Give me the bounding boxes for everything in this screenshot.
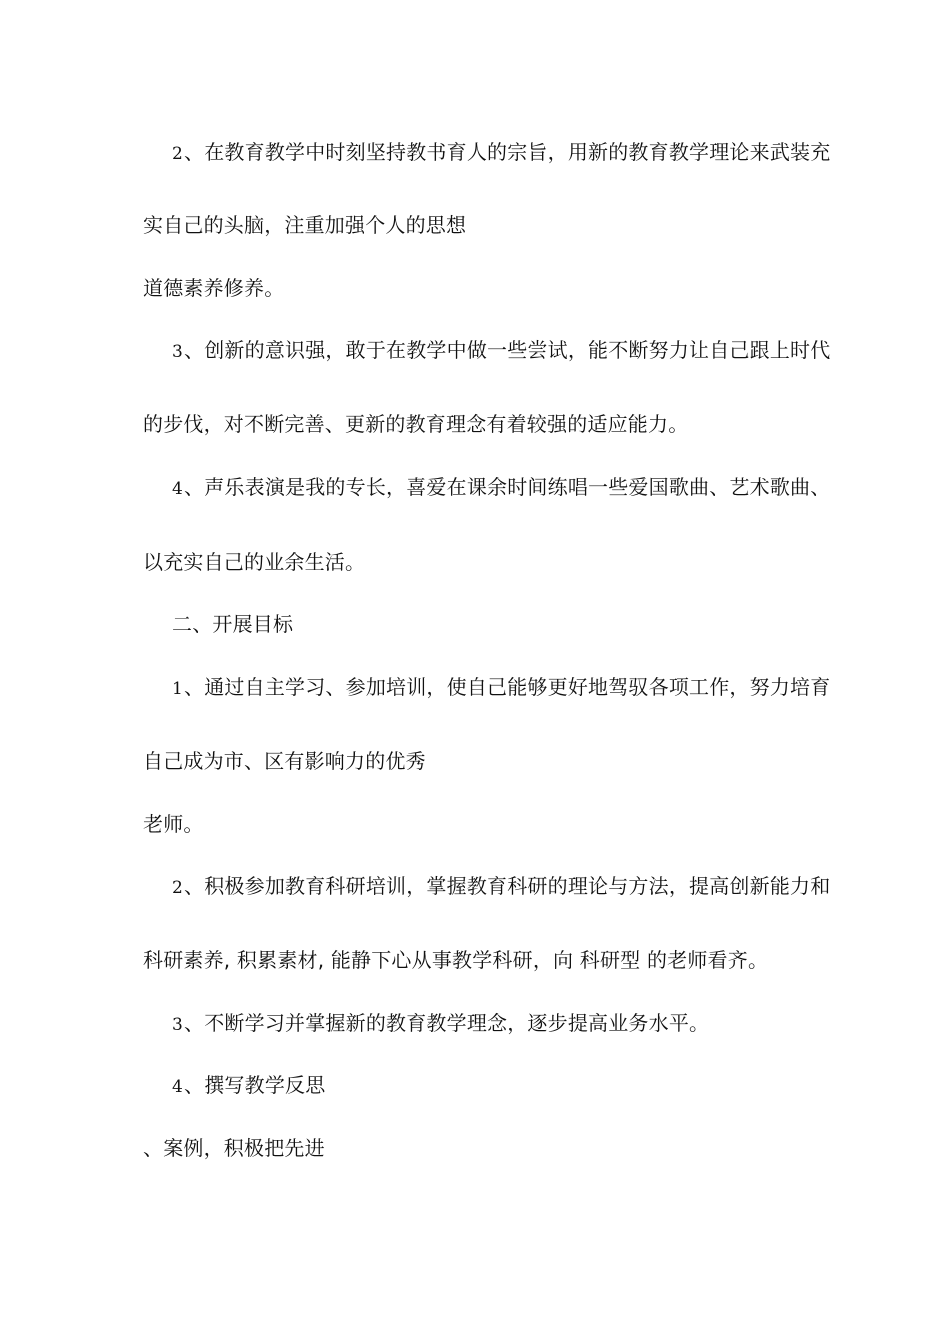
line-text: 、声乐表演是我的专长，喜爱在课余时间练唱一些爱国歌曲、艺术歌曲、 [184, 475, 831, 499]
line-text: 老师。 [143, 812, 204, 836]
paragraph-line [172, 475, 830, 501]
line-text: 的步伐，对不断完善、更新的教育理念有着较强的适应能力。 [143, 412, 689, 436]
line-text: 、不断学习并掌握新的教育教学理念，逐步提高业务水平。 [184, 1011, 710, 1035]
paragraph-line [143, 749, 426, 773]
paragraph-line [143, 812, 204, 836]
line-text: 道德素养修养。 [143, 276, 285, 300]
line-text: 以充实自己的业余生活。 [143, 550, 366, 574]
paragraph-line [172, 140, 830, 166]
paragraph-line [172, 338, 830, 364]
line-text: 自己成为市、区有影响力的优秀 [143, 749, 426, 773]
paragraph-line [172, 1011, 709, 1037]
line-text: 、在教育教学中时刻坚持教书育人的宗旨，用新的教育教学理论来武装充 [184, 140, 831, 164]
item-number: 1 [172, 679, 184, 699]
paragraph-line [172, 1073, 325, 1099]
item-number: 3 [172, 1015, 184, 1035]
item-number: 4 [172, 1077, 184, 1097]
item-number: 2 [172, 878, 184, 898]
paragraph-line [143, 276, 284, 300]
paragraph-line [143, 550, 365, 574]
line-text: 、积极参加教育科研培训，掌握教育科研的理论与方法，提高创新能力和 [184, 874, 831, 898]
line-text: 实自己的头脑，注重加强个人的思想 [143, 213, 467, 237]
line-text: 二、开展目标 [172, 612, 294, 636]
line-text: 、撰写教学反思 [184, 1073, 326, 1097]
paragraph-line [143, 1136, 325, 1160]
paragraph-line [143, 213, 466, 237]
paragraph-line [172, 874, 830, 900]
paragraph-line [143, 948, 768, 972]
line-text: 、案例，积极把先进 [143, 1136, 325, 1160]
item-number: 2 [172, 144, 184, 164]
item-number: 3 [172, 342, 184, 362]
line-text: 、通过自主学习、参加培训，使自己能够更好地驾驭各项工作，努力培育 [184, 675, 831, 699]
line-text: 科研素养, 积累素材, 能静下心从事教学科研，向 科研型 的老师看齐。 [143, 948, 769, 972]
paragraph-line [172, 675, 830, 701]
line-text: 、创新的意识强，敢于在教学中做一些尝试，能不断努力让自己跟上时代 [184, 338, 831, 362]
section-heading [172, 612, 293, 636]
paragraph-line [143, 412, 688, 436]
item-number: 4 [172, 479, 184, 499]
